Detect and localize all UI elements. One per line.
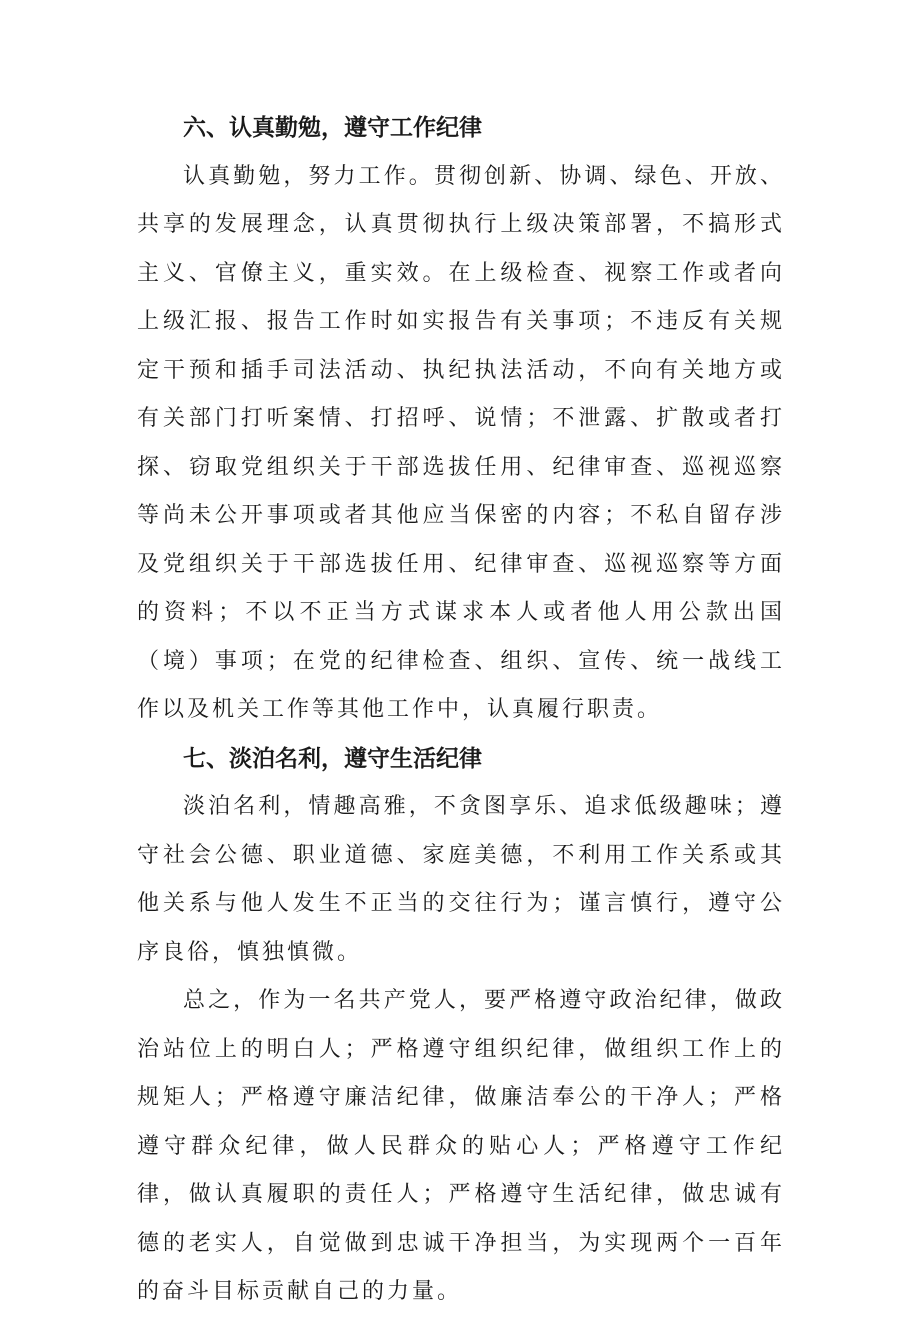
- section-heading-7: 七、淡泊名利，遵守生活纪律: [183, 745, 482, 772]
- section-paragraph-7: 淡泊名利，情趣高雅，不贪图享乐、追求低级趣味；遵守社会公德、职业道德、家庭美德，不利用工作关系或其他关系与他人发生不正当的交往行为；谨言慎行，遵守公序良俗，慎独慎微。: [137, 794, 785, 965]
- section-heading-6: 六、认真勤勉，遵守工作纪律: [183, 115, 482, 141]
- section-paragraph-6: 认真勤勉，努力工作。贯彻创新、协调、绿色、开放、共享的发展理念，认真贯彻执行上级决策部署，不搞形式主义、官僚主义，重实效。在上级检查、视察工作或者向上级汇报、报告工作时如实报告有关事项；不违反有关规定干预和插手司法活动、执纪执法活动，不向有关地方或有关部门打听案情、打招呼、说情；不泄露、扩散或者打探、窃取党组织关于干部选拔任用、纪律审查、巡视巡察等尚未公开事项或者其他应当保密的内容；不私自留存涉及党组织关于干部选拔任用、纪律审查、巡视巡察等方面的资料；不以不正当方式谋求本人或者他人用公款出国（境）事项；在党的纪律检查、组织、宣传、统一战线工作以及机关工作等其他工作中，认真履行职责。: [137, 163, 785, 722]
- conclusion-paragraph: 总之，作为一名共产党人，要严格遵守政治纪律，做政治站位上的明白人；严格遵守组织纪律，做组织工作上的规矩人；严格遵守廉洁纪律，做廉洁奉公的干净人；严格遵守群众纪律，做人民群众的贴心人；严格遵守工作纪律，做认真履职的责任人；严格遵守生活纪律，做忠诚有德的老实人，自觉做到忠诚干净担当，为实现两个一百年的奋斗目标贡献自己的力量。: [137, 988, 785, 1304]
- document-body: [137, 104, 785, 1317]
